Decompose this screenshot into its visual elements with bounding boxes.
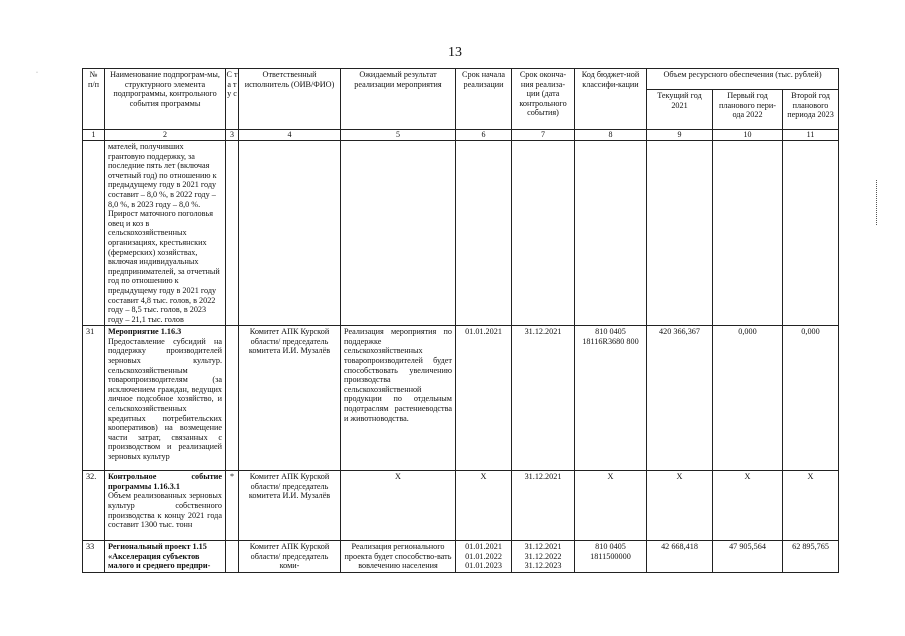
row-executor: [239, 141, 341, 326]
header-name: Наименование подпрограм-мы, структурного элемента подпрограммы, контрольного события программы: [105, 69, 226, 130]
row-2023: X: [783, 471, 839, 541]
row-end: 31.12.2021: [512, 471, 575, 541]
column-number: 9: [647, 130, 713, 141]
scan-mark: [876, 180, 880, 225]
row-name-text: Объем реализованных зерновых культур собственного производства к концу 2021 года составит 1300 тыс. тонн: [108, 491, 222, 530]
table-row: [83, 541, 839, 573]
row-status: [226, 141, 239, 326]
scan-mark: ·: [36, 70, 38, 76]
row-end: 31.12.2021 31.12.2022 31.12.2023: [512, 541, 575, 573]
table-row: [83, 141, 839, 326]
header-end: Срок оконча-ния реализа-ции (дата контрольного события): [512, 69, 575, 130]
column-number: 10: [713, 130, 783, 141]
row-2023: 0,000: [783, 326, 839, 471]
column-number: 7: [512, 130, 575, 141]
row-name-text: Предоставление субсидий на поддержку производителей зерновых культур. сельскохозяйственным товаропроизводителям (за исключением граждан, ведущих личное подсобное хозяйство, и сельскохозяйственных кредитных потребительских кооперативов) на возмещение части затрат, связанных с производством и реализацией зерновых культур: [108, 336, 222, 461]
row-num: [83, 141, 105, 326]
row-num: 33: [83, 541, 105, 573]
header-2023: Второй год планового периода 2023: [783, 90, 839, 130]
row-name-title: Региональный проект 1.15 «Акселерация субъектов малого и среднего предпри-: [105, 541, 226, 573]
row-2022: 0,000: [713, 326, 783, 471]
row-name: [105, 326, 226, 471]
row-start: X: [456, 471, 512, 541]
row-start: 01.01.2021: [456, 326, 512, 471]
header-start: Срок начала реализации: [456, 69, 512, 130]
row-name-text: мателей, получивших грантовую поддержку, за последние пять лет (включая отчетный год) по отношению к предыдущему году в 2021 году составит – 8,0 %, в 2022 году – 8,0 %, в 2023 году – 8,0 %. Прирост маточного поголовья овец и коз в сельскохозяйственных организациях, крестьянских (фермерских) хозяйствах, включая индивидуальных предпринимателей, за отчетный год по отношению к предыдущему году в 2021 году составит 4,8 тыс. голов, в 2022 году – 8,5 тыс. голов, в 2023 году – 21,1 тыс. голов: [108, 142, 220, 324]
column-number: 6: [456, 130, 512, 141]
header-row: [83, 69, 839, 90]
row-start: 01.01.2021 01.01.2022 01.01.2023: [456, 541, 512, 573]
row-code: 810 0405 1811500000: [575, 541, 647, 573]
row-executor: Комитет АПК Курской области/ председатель комитета И.И. Музалёв: [239, 326, 341, 471]
row-name-title: Мероприятие 1.16.3: [108, 327, 182, 337]
row-2021: 42 668,418: [647, 541, 713, 573]
column-number: 3: [226, 130, 239, 141]
row-start: [456, 141, 512, 326]
row-status: [226, 326, 239, 471]
header-executor: Ответственный исполнитель (ОИВ/ФИО): [239, 69, 341, 130]
table-row: [83, 471, 839, 541]
row-status: [226, 541, 239, 573]
row-2023: 62 895,765: [783, 541, 839, 573]
row-code: [575, 141, 647, 326]
column-number: 11: [783, 130, 839, 141]
header-code: Код бюджет-ной классифи-кации: [575, 69, 647, 130]
row-result: [341, 141, 456, 326]
row-2021: [647, 141, 713, 326]
row-name: [105, 141, 226, 326]
row-2023: [783, 141, 839, 326]
row-code: 810 0405 18116R3680 800: [575, 326, 647, 471]
header-result: Ожидаемый результат реализации мероприятия: [341, 69, 456, 130]
row-name-title: Контрольное событие программы 1.16.3.1: [108, 472, 222, 491]
row-num: 31: [83, 326, 105, 471]
column-number: 1: [83, 130, 105, 141]
column-number: 8: [575, 130, 647, 141]
page-number: 13: [448, 45, 462, 60]
row-end: 31.12.2021: [512, 326, 575, 471]
row-result: Реализация мероприятия по поддержке сельскохозяйственных товаропроизводителей будет способствовать увеличению производства сельскохозяйственной продукции по отдельным подотраслям растениеводства и животноводства.: [341, 326, 456, 471]
row-result: Реализация регионального проекта будет способство-вать вовлечению населения: [341, 541, 456, 573]
resource-table: [82, 68, 839, 573]
row-num: 32.: [83, 471, 105, 541]
header-2022: Первый год планового пери-ода 2022: [713, 90, 783, 130]
table-row: [83, 326, 839, 471]
row-executor: Комитет АПК Курской области/ председатель комитета И.И. Музалёв: [239, 471, 341, 541]
header-2021: Текущий год 2021: [647, 90, 713, 130]
row-status: *: [226, 471, 239, 541]
row-2021: 420 366,367: [647, 326, 713, 471]
row-end: [512, 141, 575, 326]
column-number-row: [83, 130, 839, 141]
row-result: X: [341, 471, 456, 541]
header-status: С т а т у с: [226, 69, 239, 130]
column-number: 4: [239, 130, 341, 141]
row-code: X: [575, 471, 647, 541]
row-2022: [713, 141, 783, 326]
row-2022: X: [713, 471, 783, 541]
header-resource: Объем ресурсного обеспечения (тыс. рублей): [647, 69, 839, 90]
column-number: 2: [105, 130, 226, 141]
row-name: [105, 471, 226, 541]
header-num: № п/п: [83, 69, 105, 130]
row-2021: X: [647, 471, 713, 541]
row-executor: Комитет АПК Курской области/ председатель коми-: [239, 541, 341, 573]
row-2022: 47 905,564: [713, 541, 783, 573]
column-number: 5: [341, 130, 456, 141]
